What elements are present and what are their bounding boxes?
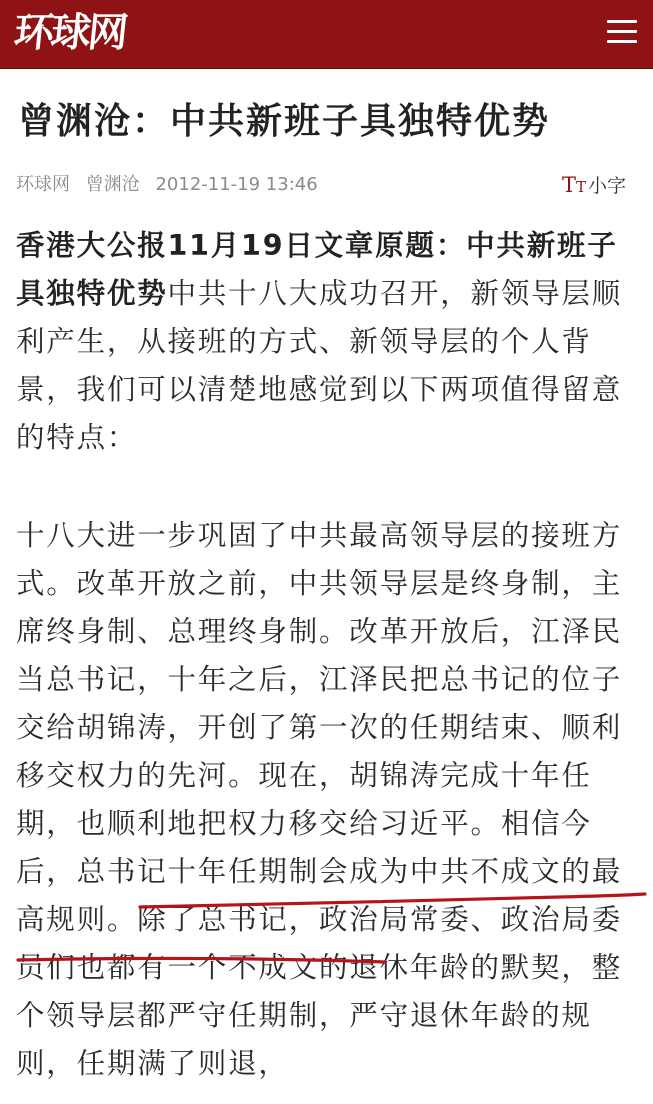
article-paragraph [16, 222, 636, 462]
highlighted-sentence: 相信今后，总书记十年任期制会成为中共不成文的最高规则。 [16, 807, 623, 936]
hamburger-menu-icon[interactable] [607, 18, 637, 46]
article-source: 环球网 [16, 174, 70, 195]
article-datetime: 2012-11-19 13:46 [155, 174, 318, 195]
paragraph-text: 十八大进一步巩固了中共最高领导层的接班方式。改革开放之前，中共领导层是终身制，主席终身制、总理终身制。改革开放后，江泽民当总书记，十年之后，江泽民把总书记的位子交给胡锦涛，开创了第一次的任期结束、顺利移交权力的先河。现在，胡锦涛完成十年任期，也顺利地把权力移交给习近平。 [16, 519, 623, 840]
paragraph-lead: 香港大公报11月19日文章原题：中共新班子具独特优势 [16, 229, 618, 310]
menu-bar [607, 40, 637, 43]
site-logo[interactable]: 环球网 [11, 9, 128, 56]
paragraph-text: 中共十八大成功召开，新领导层顺利产生，从接班的方式、新领导层的个人背景，我们可以清楚地感觉到以下两项值得留意的特点： [16, 277, 623, 454]
article-body [16, 222, 636, 1104]
paragraph-text: 除了总书记，政治局常委、政治局委员们也都有一个不成文的退休年龄的默契，整个领导层都严守任期制，严守退休年龄的规则，任期满了则退， [16, 903, 623, 1080]
article-author: 曾渊沧 [85, 174, 140, 195]
article-meta [16, 170, 636, 200]
font-size-icon: TT [561, 173, 586, 197]
article-paragraph [16, 512, 636, 1088]
menu-bar [607, 30, 637, 33]
article-title: 曾渊沧：中共新班子具独特优势 [18, 101, 551, 142]
site-header [0, 0, 653, 69]
font-size-label: 小字 [587, 175, 626, 197]
menu-bar [607, 20, 637, 23]
font-size-toggle[interactable] [562, 170, 636, 202]
